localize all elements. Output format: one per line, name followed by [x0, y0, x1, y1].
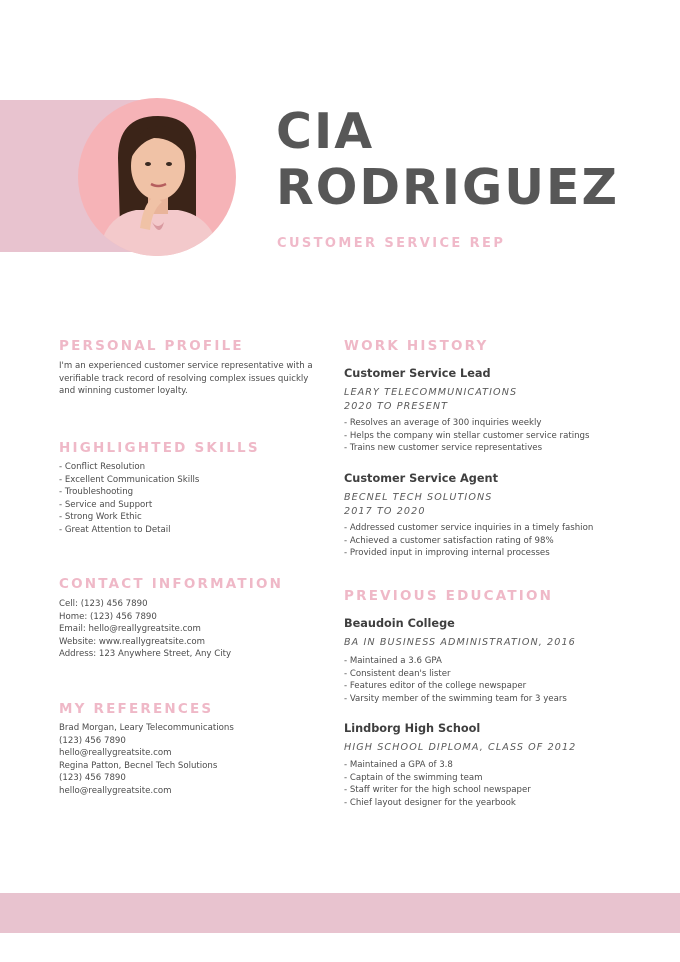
job-dates: 2020 TO PRESENT [344, 401, 449, 412]
profile-heading: PERSONAL PROFILE [59, 338, 244, 354]
contact-cell: Cell: (123) 456 7890 [59, 599, 148, 609]
job-dates: 2017 TO 2020 [344, 506, 426, 517]
school-bullet: - Staff writer for the high school newspaper [344, 785, 531, 796]
contact-email: Email: hello@reallygreatsite.com [59, 624, 201, 635]
degree-text: BA IN BUSINESS ADMINISTRATION, 2016 [344, 637, 576, 648]
reference-line: (123) 456 7890 [59, 773, 126, 784]
school-bullet: - Consistent dean's lister [344, 668, 451, 679]
job-role: CUSTOMER SERVICE REP [277, 236, 506, 251]
references-list [59, 722, 234, 798]
job-meta [344, 491, 492, 519]
job-bullet: - Helps the company win stellar customer service ratings [344, 430, 590, 441]
school-bullet: - Features editor of the college newspaper [344, 681, 527, 692]
skill-item: - Service and Support [59, 499, 153, 510]
skill-item: - Great Attention to Detail [59, 524, 171, 535]
full-name [276, 104, 619, 216]
footer-band [0, 893, 680, 933]
job-bullet: - Addressed customer service inquiries in a timely fashion [344, 523, 594, 533]
profile-text [59, 360, 313, 398]
reference-line: hello@reallygreatsite.com [59, 785, 172, 796]
profile-line: and winning customer loyalty. [59, 386, 188, 397]
profile-photo [78, 98, 236, 256]
job-title: Customer Service Agent [344, 472, 498, 485]
school-bullet: - Captain of the swimming team [344, 772, 483, 783]
profile-line: verifiable track record of resolving complex issues quickly [59, 373, 309, 384]
job-company: LEARY TELECOMMUNICATIONS [344, 387, 518, 398]
profile-line: I'm an experienced customer service representative with a [59, 361, 313, 371]
job-bullet: - Trains new customer service representatives [344, 443, 543, 454]
skills-heading: HIGHLIGHTED SKILLS [59, 440, 260, 456]
skill-item: - Excellent Communication Skills [59, 474, 200, 485]
school-bullets [344, 655, 567, 705]
job-title: Customer Service Lead [344, 367, 491, 380]
reference-line: Regina Patton, Becnel Tech Solutions [59, 760, 218, 771]
job-bullet: - Provided input in improving internal processes [344, 548, 550, 559]
school-bullets [344, 759, 531, 809]
contact-home: Home: (123) 456 7890 [59, 611, 157, 622]
school-bullet: - Varsity member of the swimming team for 3 years [344, 693, 567, 704]
skill-item: - Conflict Resolution [59, 462, 146, 472]
school-bullet: - Maintained a GPA of 3.8 [344, 760, 453, 770]
school-degree [344, 636, 576, 650]
job-meta [344, 386, 517, 414]
contact-heading: CONTACT INFORMATION [59, 576, 284, 592]
school-name: Beaudoin College [344, 617, 455, 630]
school-name: Lindborg High School [344, 722, 481, 735]
work-heading: WORK HISTORY [344, 338, 489, 354]
job-company: BECNEL TECH SOLUTIONS [344, 492, 493, 503]
contact-website: Website: www.reallygreatsite.com [59, 636, 206, 647]
first-name: CIA [276, 103, 375, 160]
portrait-illustration [78, 98, 236, 256]
school-bullet: - Chief layout designer for the yearbook [344, 797, 516, 808]
reference-line: Brad Morgan, Leary Telecommunications [59, 723, 234, 733]
references-heading: MY REFERENCES [59, 701, 214, 717]
job-bullet: - Resolves an average of 300 inquiries weekly [344, 418, 542, 428]
job-bullets [344, 522, 593, 560]
reference-line: (123) 456 7890 [59, 735, 126, 746]
school-degree [344, 741, 576, 755]
contact-details [59, 598, 231, 661]
skills-list [59, 461, 199, 537]
education-heading: PREVIOUS EDUCATION [344, 588, 554, 604]
contact-address: Address: 123 Anywhere Street, Any City [59, 649, 232, 660]
degree-text: HIGH SCHOOL DIPLOMA, CLASS OF 2012 [344, 742, 577, 753]
job-bullets [344, 417, 590, 455]
job-bullet: - Achieved a customer satisfaction rating of 98% [344, 535, 554, 546]
reference-line: hello@reallygreatsite.com [59, 748, 172, 759]
skill-item: - Troubleshooting [59, 487, 134, 498]
skill-item: - Strong Work Ethic [59, 512, 142, 523]
school-bullet: - Maintained a 3.6 GPA [344, 656, 442, 666]
last-name: RODRIGUEZ [276, 159, 620, 216]
